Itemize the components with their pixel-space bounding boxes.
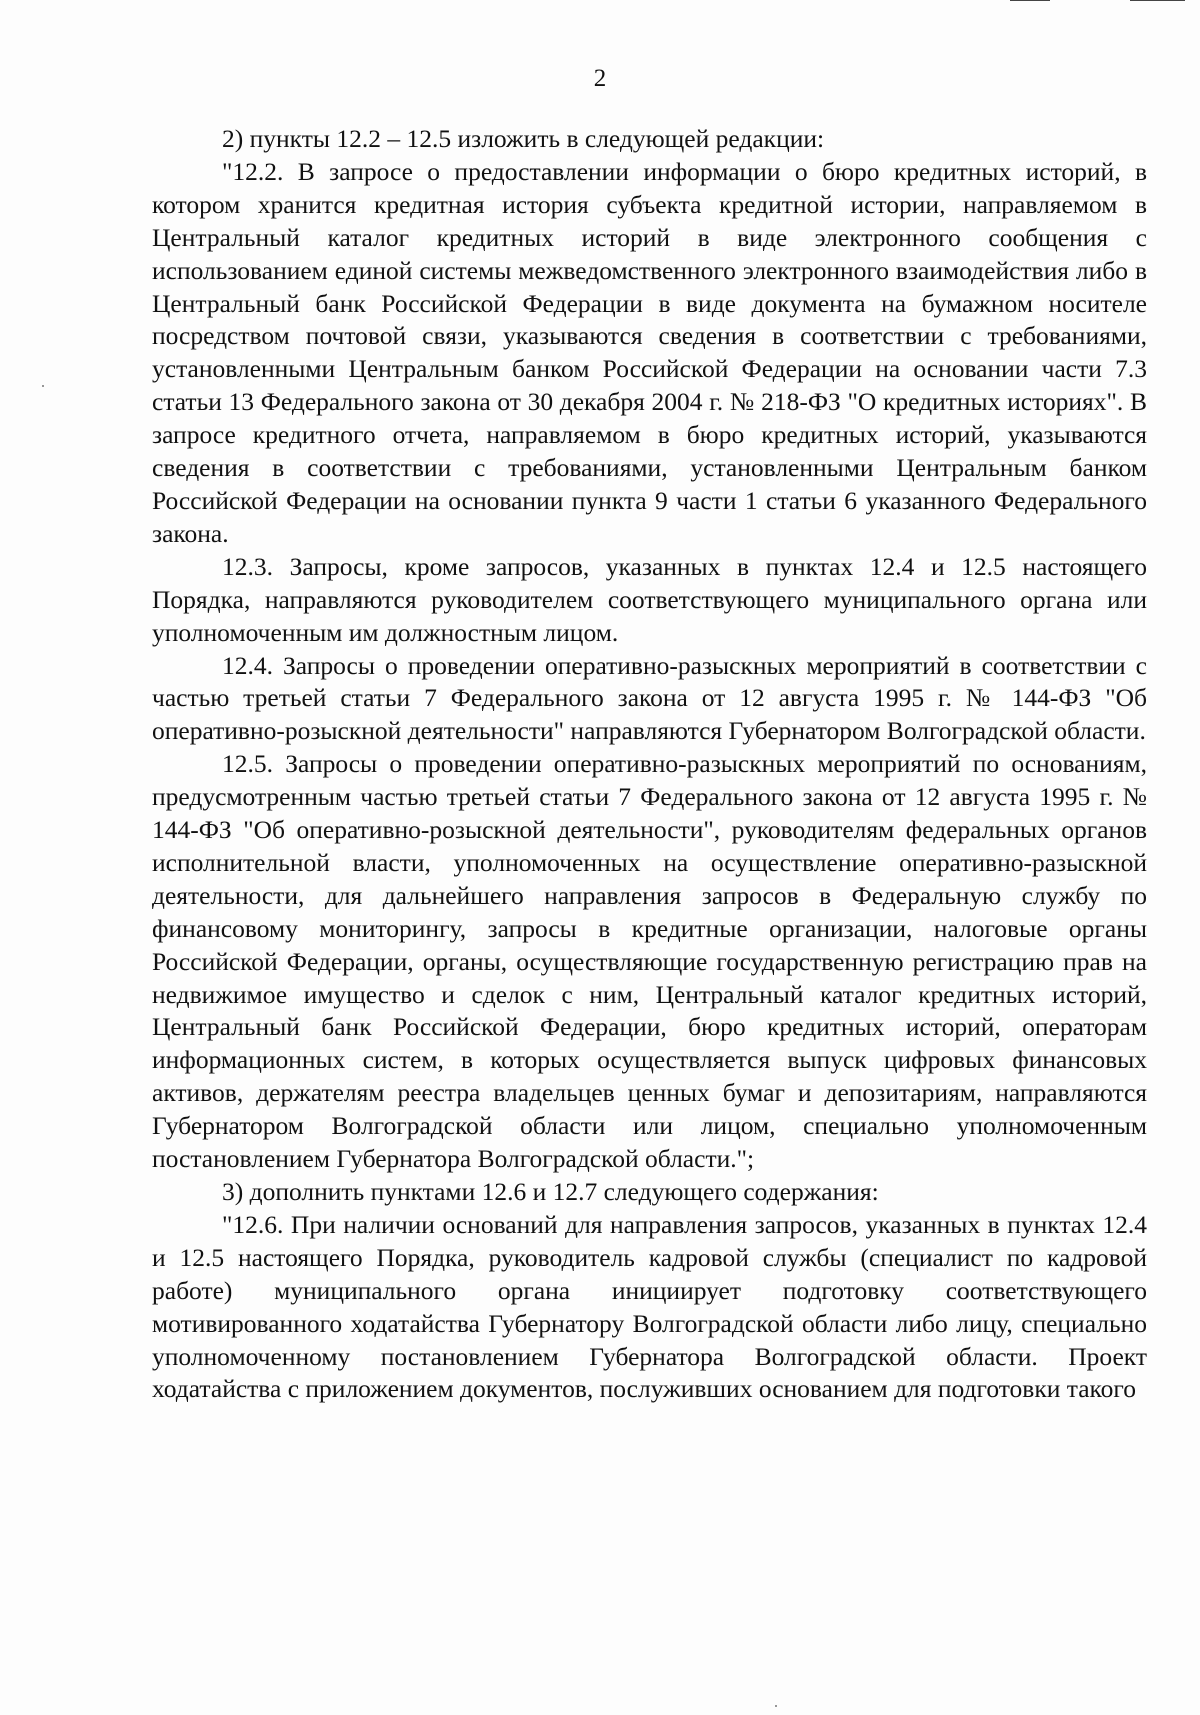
scan-edge-mark	[1130, 0, 1185, 1]
paragraph-clause-12-2: "12.2. В запросе о предоставлении информации о бюро кредитных историй, в котором хранится кредитная история субъекта кредитной истории, направляемом в Центральный каталог кредитных историй в виде электронного сообщения с использованием единой системы межведомственного электронного взаимодействия либо в Центральный банк Российской Федерации в виде документа на бумажном носителе посредством почтовой связи, указываются сведения в соответствии с требованиями, установленными Центральным банком Российской Федерации на основании части 7.3 статьи 13 Федерального закона от 30 декабря 2004 г. № 218-ФЗ "О кредитных историях". В запросе кредитного отчета, направляемом в бюро кредитных историй, указываются сведения в соответствии с требованиями, установленными Центральным банком Российской Федерации на основании пункта 9 части 1 статьи 6 указанного Федерального закона.	[152, 156, 1147, 548]
document-body	[152, 123, 1147, 1406]
page-number: 2	[593, 65, 607, 92]
paragraph-clause-12-6: "12.6. При наличии оснований для направления запросов, указанных в пунктах 12.4 и 12.5 настоящего Порядка, руководитель кадровой службы (специалист по кадровой работе) муниципального органа инициирует подготовку соответствующего мотивированного ходатайства Губернатору Волгоградской области либо лицу, специально уполномоченному постановлением Губернатора Волгоградской области. Проект ходатайства с приложением документов, послуживших основанием для подготовки такого	[152, 1209, 1147, 1404]
scan-speck	[775, 1705, 777, 1707]
scan-edge-mark	[1010, 0, 1050, 1]
paragraph-item-3: 3) дополнить пунктами 12.6 и 12.7 следующего содержания:	[222, 1177, 879, 1206]
paragraph-clause-12-3: 12.3. Запросы, кроме запросов, указанных в пунктах 12.4 и 12.5 настоящего Порядка, направляются руководителем соответствующего муниципального органа или уполномоченным им должностным лицом.	[152, 551, 1147, 647]
paragraph-item-2: 2) пункты 12.2 – 12.5 изложить в следующей редакции:	[222, 124, 825, 153]
paragraph-clause-12-4: 12.4. Запросы о проведении оперативно-разыскных мероприятий в соответствии с частью третьей статьи 7 Федерального закона от 12 августа 1995 г. № 144-ФЗ "Об оперативно-розыскной деятельности" направляются Губернатором Волгоградской области.	[152, 650, 1147, 746]
paragraph-clause-12-5: 12.5. Запросы о проведении оперативно-разыскных мероприятий по основаниям, предусмотренным частью третьей статьи 7 Федерального закона от 12 августа 1995 г. № 144-ФЗ "Об оперативно-розыскной деятельности", руководителям федеральных органов исполнительной власти, уполномоченных на осуществление оперативно-разыскной деятельности, для дальнейшего направления запросов в Федеральную службу по финансовому мониторингу, запросы в кредитные организации, налоговые органы Российской Федерации, органы, осуществляющие государственную регистрацию прав на недвижимое имущество и сделок с ним, Центральный каталог кредитных историй, Центральный банк Российской Федерации, бюро кредитных историй, операторам информационных систем, в которых осуществляется выпуск цифровых финансовых активов, держателям реестра владельцев ценных бумаг и депозитариям, направляются Губернатором Волгоградской области или лицом, специально уполномоченным постановлением Губернатора Волгоградской области.";	[152, 749, 1147, 1174]
scan-speck	[42, 385, 44, 387]
